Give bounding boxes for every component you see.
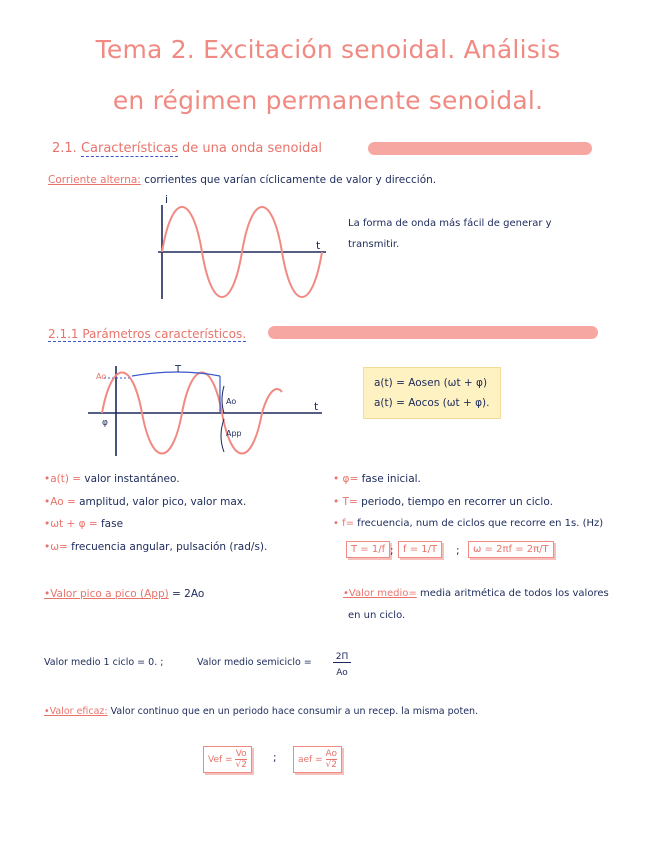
def-term: •ωt + φ = <box>44 518 98 530</box>
section-number: 2.1. <box>52 141 77 156</box>
subsection-heading: 2.1.1 Parámetros característicos. <box>48 327 247 341</box>
separator: ; <box>456 545 460 557</box>
graph2-period-label: T <box>175 364 182 375</box>
eficaz-text: Valor continuo que en un periodo hace consumir a un recep. la misma poten. <box>110 706 479 717</box>
box-aef-left: aef = <box>298 755 323 765</box>
section-2-1-heading <box>52 141 322 156</box>
pico-term: •Valor pico a pico (App) <box>44 588 169 600</box>
box-aef-num: Ao <box>325 749 338 759</box>
box-aef <box>293 746 342 773</box>
formula-cos: a(t) = Aocos (ωt + φ). <box>374 397 490 409</box>
def-omega <box>44 541 267 553</box>
graph2-app-label: App <box>226 429 242 438</box>
graph2-x-label: t <box>314 400 319 413</box>
pico-value: = 2Ao <box>172 588 205 600</box>
def-term: •a(t) = <box>44 473 82 485</box>
section-highlight <box>368 142 592 155</box>
note-line-1: La forma de onda más fácil de generar y <box>348 218 552 229</box>
box-vef <box>203 746 252 773</box>
def-term: • T= <box>333 496 358 508</box>
def-frequency <box>333 518 603 529</box>
box-omega-formula: ω = 2πf = 2π/T <box>468 541 554 558</box>
def-phase <box>44 518 123 530</box>
title-line-1: Tema 2. Excitación senoidal. Análisis <box>95 35 561 64</box>
box-ef-separator: ; <box>273 752 277 764</box>
def-text: frecuencia, num de ciclos que recorre en 1s. (Hz) <box>357 518 604 529</box>
box-aef-frac <box>326 749 338 770</box>
def-text: fase <box>100 518 124 530</box>
def-text: frecuencia angular, pulsación (rad/s). <box>71 541 268 553</box>
formula-box <box>363 367 501 419</box>
medio-term: •Valor medio= <box>343 588 417 599</box>
def-text: valor instantáneo. <box>84 473 180 485</box>
section-heading-underlined: Características <box>80 141 178 156</box>
graph2-ao-left-label: Ao <box>96 372 107 381</box>
def-term: • φ= <box>333 473 359 485</box>
alterna-definition: corrientes que varían cíclicamente de valor y dirección. <box>144 174 437 186</box>
graph1-y-label: i <box>165 193 169 206</box>
graph2-ao-right-label: Ao <box>226 397 237 406</box>
sine-graph-1 <box>150 195 340 305</box>
graph2-ao-brace <box>222 386 224 413</box>
medio-semiciclo-text: Valor medio semiciclo = <box>197 657 312 668</box>
def-at <box>44 473 180 485</box>
medio-line-2: en un ciclo. <box>348 610 406 621</box>
box-frequency-formula: f = 1/T <box>398 541 442 558</box>
def-period <box>333 496 553 508</box>
medio-line-1 <box>343 588 609 599</box>
separator: ; <box>390 545 394 557</box>
formula-sin: a(t) = Aosen (ωt + φ) <box>374 377 488 389</box>
alterna-line <box>48 174 436 186</box>
box-aef-den: √2 <box>325 760 337 770</box>
pico-line <box>44 588 204 600</box>
medio-frac-den: Ao <box>336 668 348 678</box>
sine-graph-2 <box>84 362 329 460</box>
box-period-formula: T = 1/f <box>346 541 390 558</box>
medio-ciclo-text: Valor medio 1 ciclo = 0. ; <box>44 657 164 668</box>
def-term: •Ao = <box>44 496 76 508</box>
section-2-1-1-heading <box>48 327 246 341</box>
def-phi <box>333 473 421 485</box>
medio-frac-num: 2Π <box>333 652 351 663</box>
title-line-2: en régimen permanente senoidal. <box>112 86 544 115</box>
graph2-phi-label: φ <box>102 418 108 428</box>
medio-text: media aritmética de todos los valores <box>419 588 609 599</box>
def-text: fase inicial. <box>361 473 421 485</box>
box-vef-left: Vef = <box>208 755 233 765</box>
def-ao <box>44 496 246 508</box>
alterna-term: Corriente alterna: <box>48 174 141 186</box>
def-text: periodo, tiempo en recorrer un ciclo. <box>361 496 553 508</box>
def-term: • f= <box>333 518 354 529</box>
eficaz-term: •Valor eficaz: <box>44 706 108 717</box>
box-vef-frac <box>235 749 246 770</box>
def-term: •ω= <box>44 541 68 553</box>
eficaz-line <box>44 706 478 717</box>
def-text: amplitud, valor pico, valor max. <box>79 496 247 508</box>
section-heading-rest: de una onda senoidal <box>182 141 322 156</box>
note-line-2: transmitir. <box>348 239 400 250</box>
box-vef-den: √2 <box>235 760 247 770</box>
subsection-highlight <box>268 326 598 339</box>
box-vef-num: Vo <box>235 749 247 759</box>
graph1-x-label: t <box>316 239 321 252</box>
